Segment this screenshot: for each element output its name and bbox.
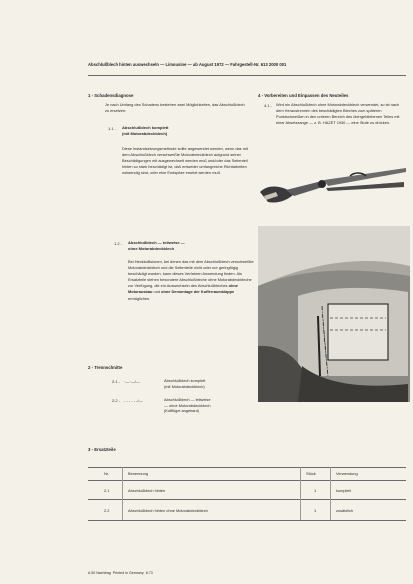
item-1-2-bold-2: ohne Demontage der Kofferraumklappe [161,289,235,295]
trennschnitt-2-2-text-line3: (Kofflügel angebaut) [164,408,199,414]
trennschnitt-2-1-text-line2: (mit Motorabdeckblech) [164,383,205,389]
crimping-pliers-illustration [258,162,408,214]
table-row-1-qty: 1 [314,488,317,493]
table-row-1-use: komplett [336,488,351,493]
item-1-2-number: 1.2 - [114,241,123,246]
table-row-2-qty: 1 [314,508,317,513]
table-header-stueck: Stück [306,471,316,476]
table-header-nr: Nr. [104,471,109,476]
table-bottom-rule [88,520,406,521]
section-1-intro: Je nach Umfang des Schadens bestehen zwei Möglichkeiten, das Abschlußblech zu ersetzen: [105,102,245,114]
table-row-1-name: Abschlußblech hinten [128,488,166,493]
table-col-sep-1 [122,467,123,520]
table-row-1-nr: 2.1 [104,488,110,493]
table-row-2-name: Abschlußblech hinten ohne Motorabdeckblech [128,508,208,513]
table-col-sep-2 [300,467,301,520]
page-footer: A 50 Nachtrag Printed in Germany 8.73 [88,571,153,575]
item-1-1-title-line2: (mit Motorabdeckblech) [122,131,168,136]
table-header-benennung: Benennung [128,471,148,476]
trennschnitt-2-2-text-line1: Abschlußblech — teilweise [164,397,211,402]
item-1-2-body-mid: und [153,289,161,295]
header-rule [88,75,406,76]
item-4-1-number: 4.1 - [264,103,273,108]
item-1-2-body-end: ermöglichen. [128,295,151,301]
item-1-2-body [128,259,254,302]
trennschnitt-2-2-number: 2.2 - [112,398,121,403]
document-header: Abschlußblech hinten auswechseln — Limousine — ab August 1972 — Fahrgestell-Nr. 613 2000 001 [88,62,287,67]
trennschnitt-2-2-line: - - - - - -/— [124,398,143,403]
item-1-1-body: Diese Instandsetzungsmethode sollte angewendet werden, wenn das mit dem Abschlußblech verschweißte Motorabdeckblech aufgrund seiner Beschädigungen mit ausgewechselt werden muß und/oder das Seitenteil hinten so stark beschädigt ist, daß entweder umfangreiche Richtarbeiten notwendig sind, oder eine Endspitze ersetzt werden muß. [122,146,248,176]
item-1-2-title [128,240,254,252]
car-rear-photo [258,226,410,402]
section-3-title: 3 - Ersatzteile [88,447,116,452]
item-1-2-body-start: Bei Heckkollisionen, bei denen das mit dem Abschlußblech verschweißte Motorabdeckblech und die Seitenteile nicht oder nur geringfügig beschädigt wurden, kann dieses Verfahren Anwendung finden. Als Ersatzteile stehen besondere Abschlußbleche ohne Motorabdeckbleche zur Verfügung, die ein Auswechseln des Abschlußbleches [128,259,254,289]
table-top-rule [88,467,406,468]
table-row-2-use: zusätzlich [336,508,354,513]
item-1-1-number: 1.1 - [108,126,117,131]
trennschnitt-2-2-text [164,397,264,414]
trennschnitt-2-1-text [164,378,264,389]
trennschnitt-2-2-text-line2: — ohne Motorabdeckblech [164,402,211,408]
item-1-2-bold-1: ohne Motorausbau [128,283,238,295]
section-4-title: 4 - Vorbereiten und Einpassen des Neuteiles [258,93,349,98]
trennschnitt-2-1-text-line1: Abschlußblech komplett [164,378,206,383]
trennschnitt-2-1-line: ·—·—/— [124,379,140,384]
item-1-1-title-line1: Abschlußblech komplett [122,125,169,130]
item-1-2-title-line1: Abschlußblech — teilweise — [128,240,185,245]
table-col-sep-3 [330,467,331,520]
section-2-title: 2 - Trennschnitte [88,365,123,370]
table-row-2-nr: 2.2 [104,508,110,513]
section-1-title: 1 - Schadensdiagnose [88,93,134,98]
table-row-1-rule [88,499,406,500]
table-header-rule [88,480,406,481]
table-header-verwendung: Verwendung [336,471,358,476]
trennschnitt-2-1-number: 2.1 - [112,379,121,384]
item-4-1-body: Wird ein Abschlußblech ohne Motorabdeckblech verwendet, so ist nach dem Heraustrennen des beschädigten Bleches zum späteren Punktschweißen in den unteren Bereich des übergebliebenen Teiles mit einer Absetzzange — z. B. HAZET 1930 — eine Stufe zu drücken. [276,102,400,126]
item-1-1-title [122,125,250,137]
item-1-2-title-line2: ohne Motorabdeckblech [128,246,175,251]
